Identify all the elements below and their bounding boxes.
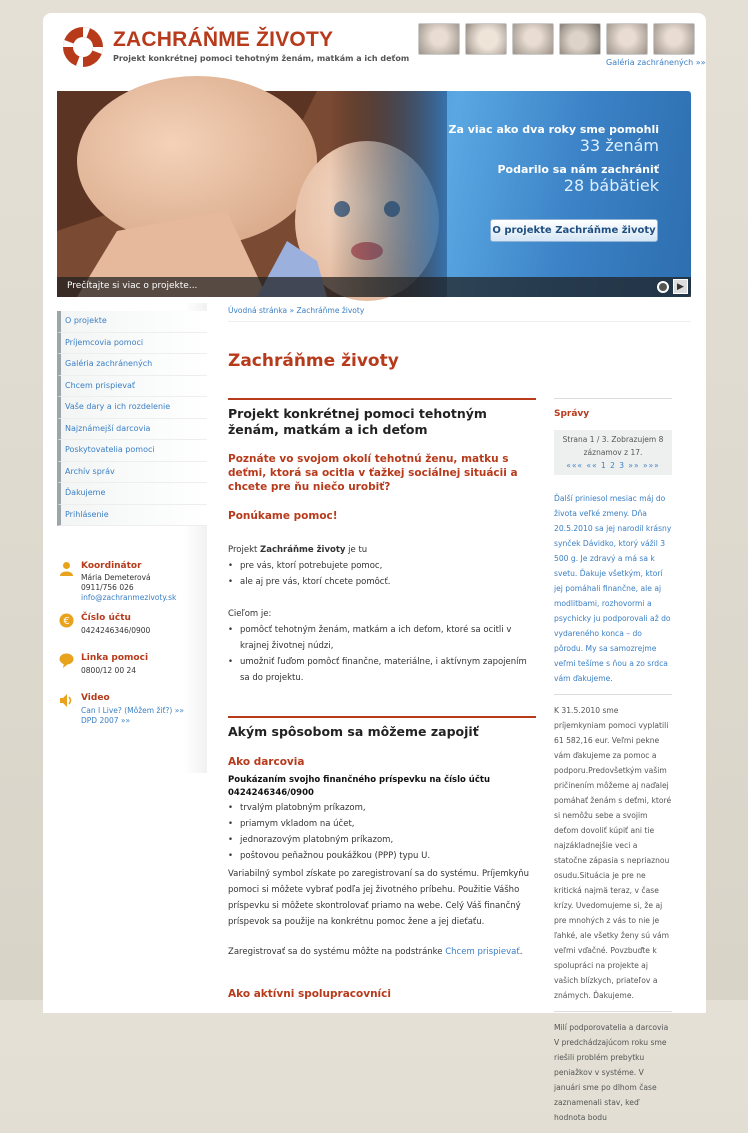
register-line	[228, 944, 536, 960]
hero-read-more-link[interactable]: Prečítajte si viac o projekte...	[67, 281, 198, 291]
gallery-thumbnail[interactable]	[418, 23, 460, 55]
nav-item-archive[interactable]: Archív správ	[57, 462, 207, 484]
video-title: Video	[81, 693, 110, 703]
news-item[interactable]: K 31.5.2010 sme príjemkyniam pomoci vyplatili 61 582,16 eur. Veľmi pekne vám ďakujeme za pomoc a podporu.Predovšetkým vašim pričinením môžeme aj naďalej pomáhať ženám s deťmi, ktoré si nemôžu sebe a svojim deťom dovoliť kúpiť ani tie najzákladnejšie veci a statočne zápasia s nepriaznou osudu.Situácia je pre ne kritická najmä teraz, v čase krízy. Uvedomujeme si, že aj pre mnohých z vás to nie je ľahké, ale všetky ženy sú vám veľmi vďačné. Povzbuďte k spolupráci na projekte aj vašich blízkych, priateľov a známych. Ďakujeme.	[554, 695, 672, 1012]
project-prefix: Projekt	[228, 545, 261, 555]
donor-bold: Poukázaním svojho finančného príspevku na číslo účtu 0424246346/0900	[228, 775, 490, 798]
gallery-thumbnail[interactable]	[606, 23, 648, 55]
gallery-link[interactable]: Galéria zachránených »»	[606, 58, 706, 67]
hero-stat-line: Za viac ako dva roky sme pomohli	[448, 123, 659, 136]
about-project-button[interactable]: O projekte Zachráňme životy	[490, 219, 658, 242]
donor-heading: Ako darcovia	[228, 756, 305, 768]
coordinator-phone: 0911/756 026	[81, 583, 134, 592]
speech-bubble-icon	[59, 653, 74, 668]
list-item: • priamym vkladom na účet,	[228, 816, 536, 832]
left-sidebar	[57, 303, 207, 773]
hero-stat-line: Podarilo sa nám zachrániť	[497, 163, 659, 176]
gallery-thumbnails	[418, 23, 695, 55]
slideshow-next-icon[interactable]: ▶	[673, 279, 688, 294]
nav-item-donations[interactable]: Vaše dary a ich rozdelenie	[57, 397, 207, 419]
nav-item-recipients[interactable]: Príjemcovia pomoci	[57, 333, 207, 355]
contribute-link[interactable]: Chcem prispievať	[445, 947, 520, 957]
svg-text:€: €	[63, 616, 70, 627]
account-title: Číslo účtu	[81, 613, 131, 623]
main-nav	[57, 311, 207, 526]
project-bullets	[228, 558, 536, 590]
main-content	[228, 398, 536, 1002]
hero-stat-babies: 28 bábätiek	[563, 176, 659, 195]
nav-item-gallery[interactable]: Galéria zachránených	[57, 354, 207, 376]
project-name: Zachráňme životy	[260, 545, 346, 555]
main-heading: Projekt konkrétnej pomoci tehotným ženám, matkám a ich deťom	[228, 406, 487, 437]
hero-caption-bar	[57, 277, 691, 297]
divider	[228, 321, 691, 322]
slideshow-pause-icon[interactable]	[657, 281, 669, 293]
list-item: • ale aj pre vás, ktorí chcete pomôcť.	[228, 574, 536, 590]
gallery-thumbnail[interactable]	[559, 23, 601, 55]
pager-info: Strana 1 / 3. Zobrazujem 8 záznamov z 17.	[562, 435, 664, 457]
page-container	[43, 13, 706, 1122]
divider	[554, 398, 672, 399]
helpline-title: Linka pomoci	[81, 653, 149, 663]
nav-item-top-donors[interactable]: Najznámejší darcovia	[57, 419, 207, 441]
hero-stats	[449, 123, 660, 203]
donor-text: Variabilný symbol získate po zaregistrovaní sa do systému. Príjemkyňu pomoci si môžete vybrať podľa jej životného príbehu. Použitie Vášho príspevku si môžete skontrolovať priamo na webe. Celý Váš finančný príspevok sa použije na konkrétnu pomoc žene a jej dieťaťu.	[228, 869, 530, 927]
site-brand[interactable]: ZACHRÁŇME ŽIVOTY	[113, 28, 334, 51]
nav-item-providers[interactable]: Poskytovatelia pomoci	[57, 440, 207, 462]
breadcrumb-separator: »	[289, 306, 295, 315]
list-item: • poštovou peňažnou poukážkou (PPP) typu U.	[228, 848, 536, 864]
offer-heading: Ponúkame pomoc!	[228, 510, 338, 522]
goal-bullets	[228, 622, 536, 686]
involve-heading: Akým spôsobom sa môžeme zapojiť	[228, 724, 479, 739]
breadcrumb-current[interactable]: Zachráňme životy	[296, 306, 365, 315]
goal-label: Cieľom je:	[228, 609, 272, 619]
video-link-can-i-live[interactable]: Can I Live? (Môžem žiť?) »»	[81, 706, 184, 715]
register-text: Zaregistrovať sa do systému môžte na podstránke	[228, 947, 446, 957]
coordinator-title: Koordinátor	[81, 561, 142, 571]
list-item: • umožniť ľuďom pomôcť finančne, materiálne, i aktívnym zapojením sa do projektu.	[228, 654, 536, 686]
person-icon	[59, 561, 74, 576]
account-number: 0424246346/0900	[81, 626, 151, 635]
mother-baby-photo	[57, 91, 447, 297]
hero-stat-women: 33 ženám	[579, 136, 659, 155]
breadcrumb	[228, 306, 364, 315]
project-suffix: je tu	[345, 545, 368, 555]
hero-banner	[57, 91, 691, 297]
nav-item-contribute[interactable]: Chcem prispievať	[57, 376, 207, 398]
news-pager	[554, 430, 672, 475]
list-item: • jednorazovým platobným príkazom,	[228, 832, 536, 848]
speaker-icon	[59, 693, 74, 708]
list-item: • pre vás, ktorí potrebujete pomoc,	[228, 558, 536, 574]
nav-item-about[interactable]: O projekte	[57, 311, 207, 333]
page-title: Zachráňme životy	[228, 351, 399, 371]
gallery-thumbnail[interactable]	[512, 23, 554, 55]
lifebuoy-logo-icon[interactable]	[61, 25, 105, 69]
list-item: • pomôcť tehotným ženám, matkám a ich deťom, ktoré sa ocitli v krajnej životnej núdzi,	[228, 622, 536, 654]
coordinator-name: Mária Demeterová	[81, 573, 151, 582]
register-end: .	[519, 947, 523, 957]
section-rule	[228, 716, 536, 718]
nav-item-thanks[interactable]: Ďakujeme	[57, 483, 207, 505]
gallery-thumbnail[interactable]	[653, 23, 695, 55]
next-heading: Ako aktívni spolupracovníci	[228, 988, 391, 1000]
news-item[interactable]: Milí podporovatelia a darcovia V predchádzajúcom roku sme riešili problém prebytku peniažkov v systéme. V januári sme po dlhom čase zaznamenali stav, keď hodnota bodu	[554, 1023, 669, 1122]
pager-nav[interactable]: ««« «« 1 2 3 »» »»»	[566, 461, 660, 470]
project-intro	[228, 542, 536, 558]
site-tagline: Projekt konkrétnej pomoci tehotným ženám, matkám a ich deťom	[113, 54, 410, 63]
video-link-dpd[interactable]: DPD 2007 »»	[81, 716, 131, 725]
euro-icon	[59, 613, 74, 628]
helpline-number: 0800/12 00 24	[81, 666, 137, 675]
news-item[interactable]: Ďalší priniesol mesiac máj do života veľké zmeny. Dňa 20.5.2010 sa jej narodil krásny synček Dávidko, ktorý vážil 3 500 g. Je zdravý a má sa k svetu. Ďakuje všetkým, ktorí jej pomáhali finančne, ale aj modlitbami, rozhovormi a psychicky ju podporovali až do vydareného konca – do pôrodu. My sa samozrejme veľmi tešíme s ňou a zo srdca vám ďakujeme.	[554, 483, 672, 695]
news-column	[554, 398, 672, 1133]
news-heading: Správy	[554, 409, 590, 419]
breadcrumb-home[interactable]: Úvodná stránka	[228, 306, 288, 315]
gallery-thumbnail[interactable]	[465, 23, 507, 55]
section-rule	[228, 398, 536, 400]
coordinator-email[interactable]: info@zachranmezivoty.sk	[81, 593, 177, 602]
list-item: • trvalým platobným príkazom,	[228, 800, 536, 816]
nav-item-login[interactable]: Prihlásenie	[57, 505, 207, 527]
lead-question: Poznáte vo svojom okolí tehotnú ženu, matku s deťmi, ktorá sa ocitla v ťažkej sociálnej situácii a chcete pre ňu niečo urobiť?	[228, 453, 518, 493]
donor-bullets	[228, 800, 536, 864]
